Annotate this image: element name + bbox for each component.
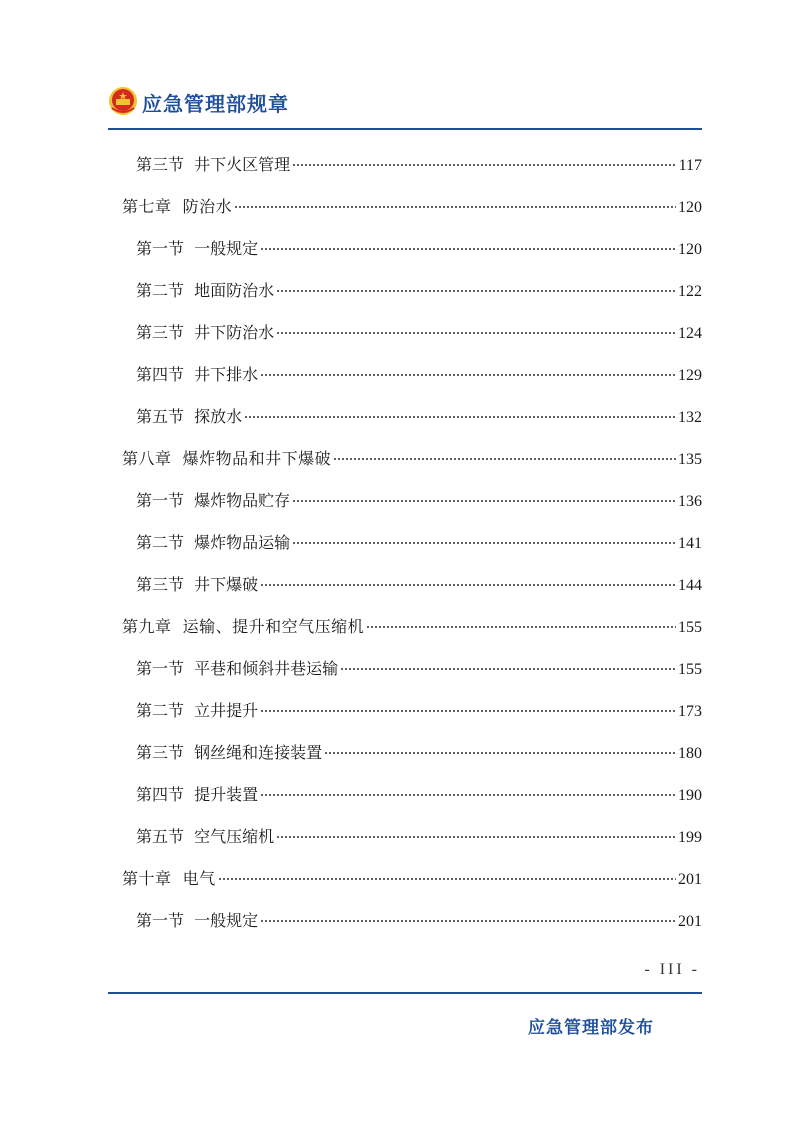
toc-page-number: 120 xyxy=(678,199,702,216)
toc-entry-label: 第一节 一般规定 xyxy=(136,911,259,930)
toc-page-number: 122 xyxy=(678,283,702,300)
toc-section-entry[interactable] xyxy=(136,566,702,594)
toc-entry-label: 第十章 电气 xyxy=(122,869,216,888)
toc-dot-leader xyxy=(260,230,676,254)
toc-page-number: 136 xyxy=(678,493,702,510)
toc-entry-label: 第二节 地面防治水 xyxy=(136,281,275,300)
toc-entry-label: 第二节 立井提升 xyxy=(136,701,259,720)
toc-entry-label: 第七章 防治水 xyxy=(122,197,233,216)
toc-entry-label: 第三节 钢丝绳和连接装置 xyxy=(136,743,323,762)
footer-divider xyxy=(108,992,702,994)
toc-dot-leader xyxy=(260,356,676,380)
toc-page-number: 201 xyxy=(678,913,702,930)
toc-section-entry[interactable] xyxy=(136,524,702,552)
toc-section-entry[interactable] xyxy=(136,650,702,678)
toc-section-entry[interactable] xyxy=(136,692,702,720)
toc-entry-label: 第四节 提升装置 xyxy=(136,785,259,804)
toc-entry-label: 第五节 探放水 xyxy=(136,407,243,426)
document-header xyxy=(108,82,702,130)
toc-page-number: 199 xyxy=(678,829,702,846)
toc-dot-leader xyxy=(260,566,676,590)
toc-entry-label: 第三节 井下火区管理 xyxy=(136,155,291,174)
toc-section-entry[interactable] xyxy=(136,482,702,510)
toc-entry-label: 第一节 平巷和倾斜井巷运输 xyxy=(136,659,339,678)
toc-page-number: 132 xyxy=(678,409,702,426)
toc-chapter-entry[interactable] xyxy=(122,440,702,468)
toc-page-number: 201 xyxy=(678,871,702,888)
toc-dot-leader xyxy=(324,734,676,758)
toc-dot-leader xyxy=(333,440,676,464)
toc-page-number: 117 xyxy=(678,157,702,174)
toc-dot-leader xyxy=(292,524,676,548)
toc-entry-label: 第五节 空气压缩机 xyxy=(136,827,275,846)
toc-section-entry[interactable] xyxy=(136,776,702,804)
toc-section-entry[interactable] xyxy=(136,272,702,300)
toc-dot-leader xyxy=(276,818,676,842)
toc-section-entry[interactable] xyxy=(136,356,702,384)
header-title: 应急管理部规章 xyxy=(142,92,289,116)
toc-page-number: 135 xyxy=(678,451,702,468)
toc-dot-leader xyxy=(340,650,676,674)
toc-page-number: 120 xyxy=(678,241,702,258)
toc-page-number: 124 xyxy=(678,325,702,342)
toc-dot-leader xyxy=(292,146,676,170)
toc-section-entry[interactable] xyxy=(136,146,702,174)
toc-page-number: 155 xyxy=(678,619,702,636)
toc-section-entry[interactable] xyxy=(136,230,702,258)
toc-dot-leader xyxy=(260,692,676,716)
toc-entry-label: 第八章 爆炸物品和井下爆破 xyxy=(122,449,332,468)
toc-entry-label: 第三节 井下防治水 xyxy=(136,323,275,342)
toc-page-number: 129 xyxy=(678,367,702,384)
toc-entry-label: 第二节 爆炸物品运输 xyxy=(136,533,291,552)
footer-publisher: 应急管理部发布 xyxy=(528,1018,654,1038)
toc-chapter-entry[interactable] xyxy=(122,188,702,216)
toc-page-number: 144 xyxy=(678,577,702,594)
toc-section-entry[interactable] xyxy=(136,734,702,762)
toc-page-number: 141 xyxy=(678,535,702,552)
toc-entry-label: 第四节 井下排水 xyxy=(136,365,259,384)
toc-dot-leader xyxy=(366,608,676,632)
toc-page-number: 190 xyxy=(678,787,702,804)
page-number: - III - xyxy=(644,961,700,978)
toc-dot-leader xyxy=(260,776,676,800)
toc-entry-label: 第一节 一般规定 xyxy=(136,239,259,258)
toc-page-number: 155 xyxy=(678,661,702,678)
toc-chapter-entry[interactable] xyxy=(122,860,702,888)
toc-page-number: 173 xyxy=(678,703,702,720)
toc-entry-label: 第九章 运输、提升和空气压缩机 xyxy=(122,617,365,636)
toc-section-entry[interactable] xyxy=(136,902,702,930)
toc-dot-leader xyxy=(292,482,676,506)
toc-dot-leader xyxy=(276,272,676,296)
toc-chapter-entry[interactable] xyxy=(122,608,702,636)
toc-dot-leader xyxy=(218,860,676,884)
toc-section-entry[interactable] xyxy=(136,398,702,426)
toc-dot-leader xyxy=(260,902,676,926)
toc-dot-leader xyxy=(234,188,676,212)
toc-entry-label: 第一节 爆炸物品贮存 xyxy=(136,491,291,510)
toc-dot-leader xyxy=(244,398,676,422)
toc-dot-leader xyxy=(276,314,676,338)
toc-entry-label: 第三节 井下爆破 xyxy=(136,575,259,594)
toc-page-number: 180 xyxy=(678,745,702,762)
toc-section-entry[interactable] xyxy=(136,314,702,342)
header-divider xyxy=(108,128,702,130)
toc-section-entry[interactable] xyxy=(136,818,702,846)
national-emblem-icon xyxy=(108,86,138,116)
